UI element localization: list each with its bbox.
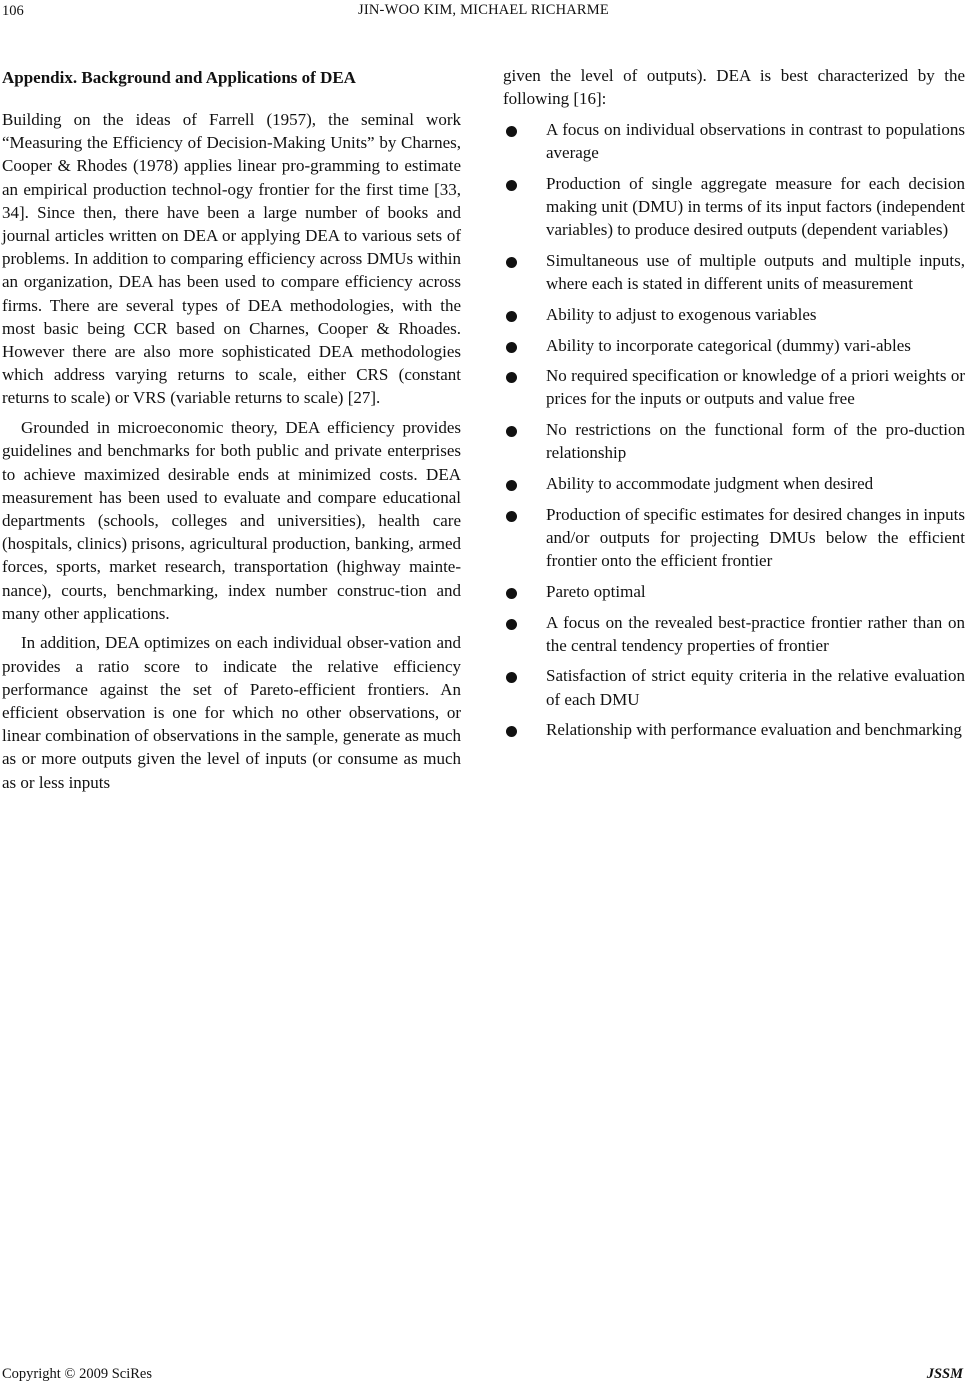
list-item [503, 172, 965, 242]
list-item [503, 364, 965, 410]
list-item-text: Satisfaction of strict equity criteria in the relative evaluation of each DMU [546, 666, 965, 709]
right-column [503, 64, 965, 749]
list-item [503, 580, 965, 603]
journal-abbreviation: JSSM [926, 1366, 963, 1382]
left-column [2, 64, 461, 800]
list-item-text: Ability to incorporate categorical (dummy) vari-ables [546, 335, 911, 355]
list-item [503, 718, 965, 741]
running-header [0, 0, 967, 24]
page-number: 106 [2, 3, 24, 19]
list-item [503, 664, 965, 710]
bullet-icon [506, 342, 517, 353]
list-item-text: Ability to accommodate judgment when desired [546, 474, 874, 494]
bullet-icon [506, 257, 517, 268]
bullet-icon [506, 511, 517, 522]
bullet-icon [506, 126, 517, 137]
characteristics-list [503, 118, 965, 742]
paragraph-applications: Grounded in microeconomic theory, DEA efficiency provides guidelines and benchmarks for both public and private enterprises to achieve maximized desirable ends at minimized costs. DEA measurement has been used to evaluate and compare educational departments (schools, colleges and universities), health care (hospitals, clinics) prisons, agricultural production, banking, armed forces, sports, market research, transportation (highway mainte-nance), courts, benchmarking, index number construc-tion and many other applications. [2, 418, 461, 623]
list-item [503, 472, 965, 495]
list-item-text: Simultaneous use of multiple outputs and multiple inputs, where each is stated in different units of measurement [546, 250, 965, 294]
list-item-text: No required specification or knowledge of a priori weights or prices for the inputs or outputs and value free [546, 366, 965, 409]
bullet-icon [506, 726, 517, 737]
list-item [503, 503, 965, 573]
copyright-notice: Copyright © 2009 SciRes [2, 1366, 152, 1382]
list-item-text: A focus on the revealed best-practice frontier rather than on the central tendency properties of frontier [546, 612, 965, 655]
list-item [503, 303, 965, 326]
bullet-icon [506, 311, 517, 322]
paragraph-background: Building on the ideas of Farrell (1957), the seminal work “Measuring the Efficiency of Decision-Making Units” by Charnes, Cooper & Rhodes (1978) applies linear pro-gramming to estimate an empirical production technol-ogy frontier for the first time [33, 34]. Since then, there have been a large number of books and journal articles written on DEA or applying DEA to various sets of problems. In addition to comparing efficiency across DMUs within an organization, DEA has been used to compare efficiency across firms. There are several types of DEA methodologies, with the most basic being CCR based on Charnes, Cooper & Rhoades. However there are also more sophisticated DEA methodologies which address varying returns to scale, either CRS (constant returns to scale) or VRS (variable returns to scale) [27]. [2, 110, 461, 408]
list-item-text: Production of specific estimates for desired changes in inputs and/or outputs for projecting DMUs below the efficient frontier onto the efficient frontier [546, 504, 965, 571]
bullet-icon [506, 426, 517, 437]
list-item [503, 611, 965, 657]
bullet-icon [506, 619, 517, 630]
list-item-text: No restrictions on the functional form of the pro-duction relationship [546, 420, 965, 463]
running-header-authors: JIN-WOO KIM, MICHAEL RICHARME [358, 2, 609, 18]
list-item [503, 249, 965, 295]
list-item [503, 418, 965, 464]
list-item-text: Production of single aggregate measure for each decision making unit (DMU) in terms of its input factors (independent variables) to produce desired outputs (dependent variables) [546, 173, 965, 240]
list-item-text: Ability to adjust to exogenous variables [546, 304, 817, 324]
list-item-text: Pareto optimal [546, 581, 646, 601]
bullet-icon [506, 672, 517, 683]
bullet-icon [506, 480, 517, 491]
bullet-icon [506, 372, 517, 383]
bullet-icon [506, 180, 517, 191]
section-title: Appendix. Background and Applications of DEA [2, 68, 356, 87]
page-footer [0, 1364, 967, 1384]
list-item-text: A focus on individual observations in contrast to populations average [546, 119, 965, 163]
list-item [503, 334, 965, 357]
list-item-text: Relationship with performance evaluation and benchmarking [546, 720, 962, 740]
bullet-icon [506, 588, 517, 599]
paragraph-optimization: In addition, DEA optimizes on each individual obser-vation and provides a ratio score to indicate the relative efficiency performance against the set of Pareto-efficient frontiers. An efficient observation is one for which no other observations, or linear combination of observations in the sample, generate as much as or more outputs given the level of inputs (or consume as much as or less inputs [2, 633, 461, 792]
paragraph-continuation: given the level of outputs). DEA is best characterized by the following [16]: [503, 66, 965, 109]
list-item [503, 118, 965, 164]
